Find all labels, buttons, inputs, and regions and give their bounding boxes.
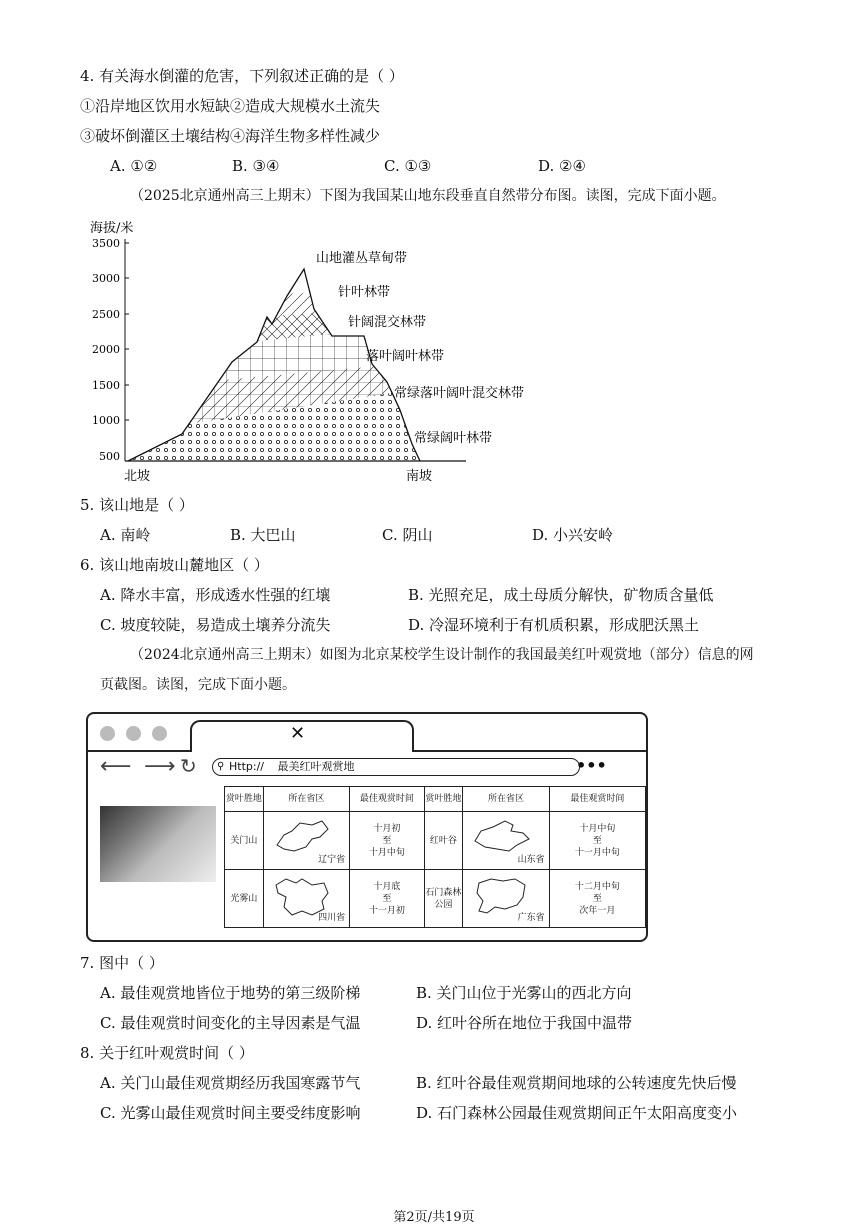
q7-option-a: A. 最佳观赏地皆位于地势的第三级阶梯 xyxy=(100,984,361,1002)
q7-stem: 7. 图中（ ） xyxy=(80,954,164,972)
q8-option-b: B. 红叶谷最佳观赏期间地球的公转速度先快后慢 xyxy=(416,1074,737,1092)
search-icon: ⚲ xyxy=(217,761,225,772)
q4-statements-1: ①沿岸地区饮用水短缺②造成大规模水土流失 xyxy=(80,97,381,115)
best-time: 十月初 至 十月中旬 xyxy=(350,812,424,870)
th-site-1: 赏叶胜地 xyxy=(225,787,264,812)
th-time-1: 最佳观赏时间 xyxy=(350,787,424,812)
tick-500: 500 xyxy=(99,450,120,463)
url-text: 最美红叶观赏地 xyxy=(277,760,355,773)
url-bar xyxy=(212,758,580,776)
q8-option-a: A. 关门山最佳观赏期经历我国寒露节气 xyxy=(100,1074,361,1092)
province-name: 山东省 xyxy=(517,854,545,865)
label-coniferous: 针叶林带 xyxy=(338,285,391,300)
q4-option-c: C. ①③ xyxy=(384,157,432,175)
q4-option-a: A. ①② xyxy=(110,157,158,175)
q8-option-c: C. 光雾山最佳观赏时间主要受纬度影响 xyxy=(100,1104,361,1122)
window-dot-1 xyxy=(100,726,115,741)
q8-stem: 8. 关于红叶观赏时间（ ） xyxy=(80,1044,254,1062)
province-cell xyxy=(463,870,549,928)
province-name: 辽宁省 xyxy=(318,854,346,865)
q6-stem: 6. 该山地南坡山麓地区（ ） xyxy=(80,556,269,574)
label-deciduous-broadleaf: 落叶阔叶林带 xyxy=(366,349,445,364)
vertical-zone-diagram xyxy=(82,214,562,486)
province-cell xyxy=(263,812,349,870)
intro-2b: 页截图。读图，完成下面小题。 xyxy=(100,677,296,693)
red-leaf-photo xyxy=(100,806,216,882)
q6-option-c: C. 坡度较陡，易造成土壤养分流失 xyxy=(100,616,331,634)
back-arrow-icon: ⟵ xyxy=(100,754,132,779)
q5-option-b: B. 大巴山 xyxy=(230,526,296,544)
label-north-slope: 北坡 xyxy=(124,469,151,484)
q5-option-d: D. 小兴安岭 xyxy=(532,526,614,544)
th-site-2: 赏叶胜地 xyxy=(424,787,463,812)
best-time: 十月中旬 至 十一月中旬 xyxy=(549,812,645,870)
province-cell xyxy=(263,870,349,928)
q4-statements-2: ③破坏倒灌区土壤结构④海洋生物多样性减少 xyxy=(80,127,381,145)
y-axis-label: 海拔/米 xyxy=(90,221,134,236)
tick-2500: 2500 xyxy=(92,308,120,321)
q5-option-c: C. 阴山 xyxy=(382,526,433,544)
intro-2a: （2024北京通州高三上期末）如图为北京某校学生设计制作的我国最美红叶观赏地（部分）信息的网 xyxy=(130,647,754,663)
tick-1500: 1500 xyxy=(92,379,120,392)
browser-figure xyxy=(86,712,648,942)
best-time: 十二月中旬 至 次年一月 xyxy=(549,870,645,928)
page-footer: 第2页/共19页 xyxy=(393,1210,475,1225)
tick-3000: 3000 xyxy=(92,272,120,285)
table-row xyxy=(225,812,646,870)
province-name: 广东省 xyxy=(517,912,545,923)
q4-option-b: B. ③④ xyxy=(232,157,280,175)
site-name: 红叶谷 xyxy=(424,812,463,870)
label-south-slope: 南坡 xyxy=(406,469,433,484)
table-row xyxy=(225,870,646,928)
th-province-2: 所在省区 xyxy=(463,787,549,812)
q8-option-d: D. 石门森林公园最佳观赏期间正午太阳高度变小 xyxy=(416,1104,738,1122)
province-cell xyxy=(463,812,549,870)
window-dot-3 xyxy=(152,726,167,741)
label-shrub-meadow: 山地灌丛草甸带 xyxy=(316,251,408,266)
q6-option-a: A. 降水丰富，形成透水性强的红壤 xyxy=(100,586,331,604)
zone-coniferous xyxy=(122,214,422,324)
q5-stem: 5. 该山地是（ ） xyxy=(80,496,194,514)
more-icon: ••• xyxy=(576,756,607,775)
window-dot-2 xyxy=(126,726,141,741)
q4-stem: 4. 有关海水倒灌的危害，下列叙述正确的是（ ） xyxy=(80,67,404,85)
province-name: 四川省 xyxy=(318,912,346,923)
browser-tab xyxy=(190,720,414,752)
label-mixed-evergreen-deciduous: 常绿落叶阔叶混交林带 xyxy=(394,386,525,401)
site-name: 光雾山 xyxy=(225,870,264,928)
browser-window xyxy=(86,712,648,942)
forward-arrow-icon: ⟶ xyxy=(144,754,176,779)
q7-option-b: B. 关门山位于光雾山的西北方向 xyxy=(416,984,632,1002)
tick-1000: 1000 xyxy=(92,414,120,427)
site-name: 石门森林公园 xyxy=(424,870,463,928)
th-province-1: 所在省区 xyxy=(263,787,349,812)
q6-option-d: D. 冷湿环境利于有机质积累，形成肥沃黑土 xyxy=(408,616,700,634)
close-icon: ✕ xyxy=(290,723,306,744)
label-mixed-conifer-broadleaf: 针阔混交林带 xyxy=(348,315,427,330)
q6-option-b: B. 光照充足，成土母质分解快，矿物质含量低 xyxy=(408,586,714,604)
q4-option-d: D. ②④ xyxy=(538,157,586,175)
th-time-2: 最佳观赏时间 xyxy=(549,787,645,812)
intro-1: （2025北京通州高三上期末）下图为我国某山地东段垂直自然带分布图。读图，完成下面小题。 xyxy=(130,188,726,204)
q5-option-a: A. 南岭 xyxy=(100,526,151,544)
tick-2000: 2000 xyxy=(92,343,120,356)
best-time: 十月底 至 十一月初 xyxy=(350,870,424,928)
q7-option-c: C. 最佳观赏时间变化的主导因素是气温 xyxy=(100,1014,361,1032)
url-prefix: Http:// xyxy=(229,760,264,773)
q7-option-d: D. 红叶谷所在地位于我国中温带 xyxy=(416,1014,633,1032)
zone-mixed-conifer-broadleaf xyxy=(122,214,422,354)
refresh-icon: ↻ xyxy=(180,754,197,778)
red-leaf-table xyxy=(224,786,646,928)
tick-3500: 3500 xyxy=(92,237,120,250)
label-evergreen-broadleaf: 常绿阔叶林带 xyxy=(414,431,493,446)
tab-bar xyxy=(88,714,646,752)
site-name: 关门山 xyxy=(225,812,264,870)
